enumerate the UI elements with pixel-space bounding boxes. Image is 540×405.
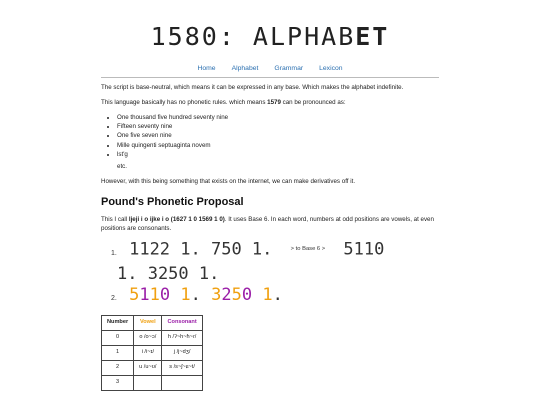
intro-paragraph-1: The script is base-neutral, which means it can be expressed in any base. Which makes the alphabet indefinite. [101, 84, 404, 91]
etc-text: etc. [117, 163, 127, 171]
section-paragraph [101, 215, 439, 233]
vowel-digit: 1 [262, 284, 273, 305]
table-row [102, 360, 203, 375]
section-p-name: ljeji i o ijke i o (1627 1 0 1569 1 0) [128, 216, 225, 224]
cell-vowel: o /o~ɔ/ [134, 330, 162, 345]
consonant-digit: 0 [241, 284, 253, 305]
cell-number: 3 [102, 375, 134, 390]
site-title [0, 22, 540, 56]
main-content [101, 83, 439, 391]
base6-number-part-1: 5110 [343, 239, 385, 260]
intro-paragraph-2 [101, 98, 439, 107]
list-item: • One five seven nine [117, 131, 439, 140]
cell-consonant: s /s~ʃ~ɕ~t/ [162, 360, 202, 375]
number-line-2 [101, 285, 439, 309]
number-index-2: 2. [111, 294, 117, 302]
base6-number-part-2: 1. 3250 1. [117, 263, 220, 284]
cell-number: 2 [102, 360, 134, 375]
vowel-digit: 3 [211, 284, 222, 305]
list-item: • lst'g [117, 150, 439, 159]
intro-paragraph-3: However, with this being something that exists on the internet, we can make derivatives off it. [101, 178, 356, 186]
list-item: • Fifteen seventy nine [117, 122, 439, 131]
cell-consonant: h /ʔ~h~ɦ~ɾ/ [162, 330, 202, 345]
intro-p2-number: 1579 [267, 99, 281, 106]
table-header-row [102, 315, 203, 330]
table-row [102, 330, 203, 345]
intro-p2-post: can be pronounced as: [280, 99, 346, 106]
nav-link-grammar[interactable]: Grammar [274, 65, 304, 72]
table-row [102, 345, 203, 360]
decimal-number: 1122 1. 750 1. [129, 239, 273, 260]
colored-digits [129, 285, 283, 305]
header-vowel: Vowel [134, 315, 162, 330]
table-row [102, 375, 203, 390]
nav-link-lexicon[interactable]: Lexicon [319, 65, 343, 72]
intro-p2-pre: This language basically has no phonetic rules. which means [101, 99, 268, 106]
consonant-digit: 0 [159, 284, 171, 305]
mapping-table-wrapper [101, 315, 439, 391]
cell-vowel: u /u~ʊ/ [134, 360, 162, 375]
list-item: • Mille quingenti septuaginta novem [117, 141, 439, 150]
vowel-digit: 5 [129, 284, 140, 305]
vowel-digit: 5 [231, 284, 242, 305]
list-item: • One thousand five hundred seventy nine [117, 113, 439, 122]
separator [170, 285, 180, 305]
section-p-pre: This I call [101, 216, 129, 224]
consonant-digit: 1 [139, 284, 150, 305]
number-index-1: 1. [111, 249, 117, 257]
separator [252, 285, 262, 305]
site-title-bold: ET [355, 22, 390, 51]
section-heading: Pound's Phonetic Proposal [101, 196, 244, 209]
vowel-digit: 1 [180, 284, 191, 305]
to-base-label: > to Base 6 > [290, 246, 326, 253]
cell-vowel [134, 375, 162, 390]
nav-link-home[interactable]: Home [197, 65, 216, 72]
vowel-digit: 1 [149, 284, 160, 305]
separator: . [272, 284, 283, 305]
nav-link-alphabet[interactable]: Alphabet [231, 65, 259, 72]
nav-divider [101, 77, 439, 78]
header-number: Number [102, 315, 134, 330]
cell-number: 0 [102, 330, 134, 345]
cell-consonant: j /j~dʒ/ [162, 345, 202, 360]
number-line-1-cont [101, 264, 439, 285]
header-consonant: Consonant [162, 315, 202, 330]
separator [201, 285, 211, 305]
cell-consonant [162, 375, 202, 390]
cell-vowel: i /i~ɪ/ [134, 345, 162, 360]
number-line-1 [101, 239, 439, 264]
consonant-digit: 2 [221, 284, 232, 305]
section-p-post: . It uses Base 6. In each word, numbers at odd positions are vowels, at even positions are consonants. [101, 216, 434, 233]
separator: . [190, 284, 201, 305]
site-title-main: 1580: ALPHAB [150, 22, 356, 51]
pronunciation-list [101, 113, 439, 159]
top-nav [0, 65, 540, 72]
number-examples [101, 239, 439, 309]
mapping-table [101, 315, 203, 391]
cell-number: 1 [102, 345, 134, 360]
